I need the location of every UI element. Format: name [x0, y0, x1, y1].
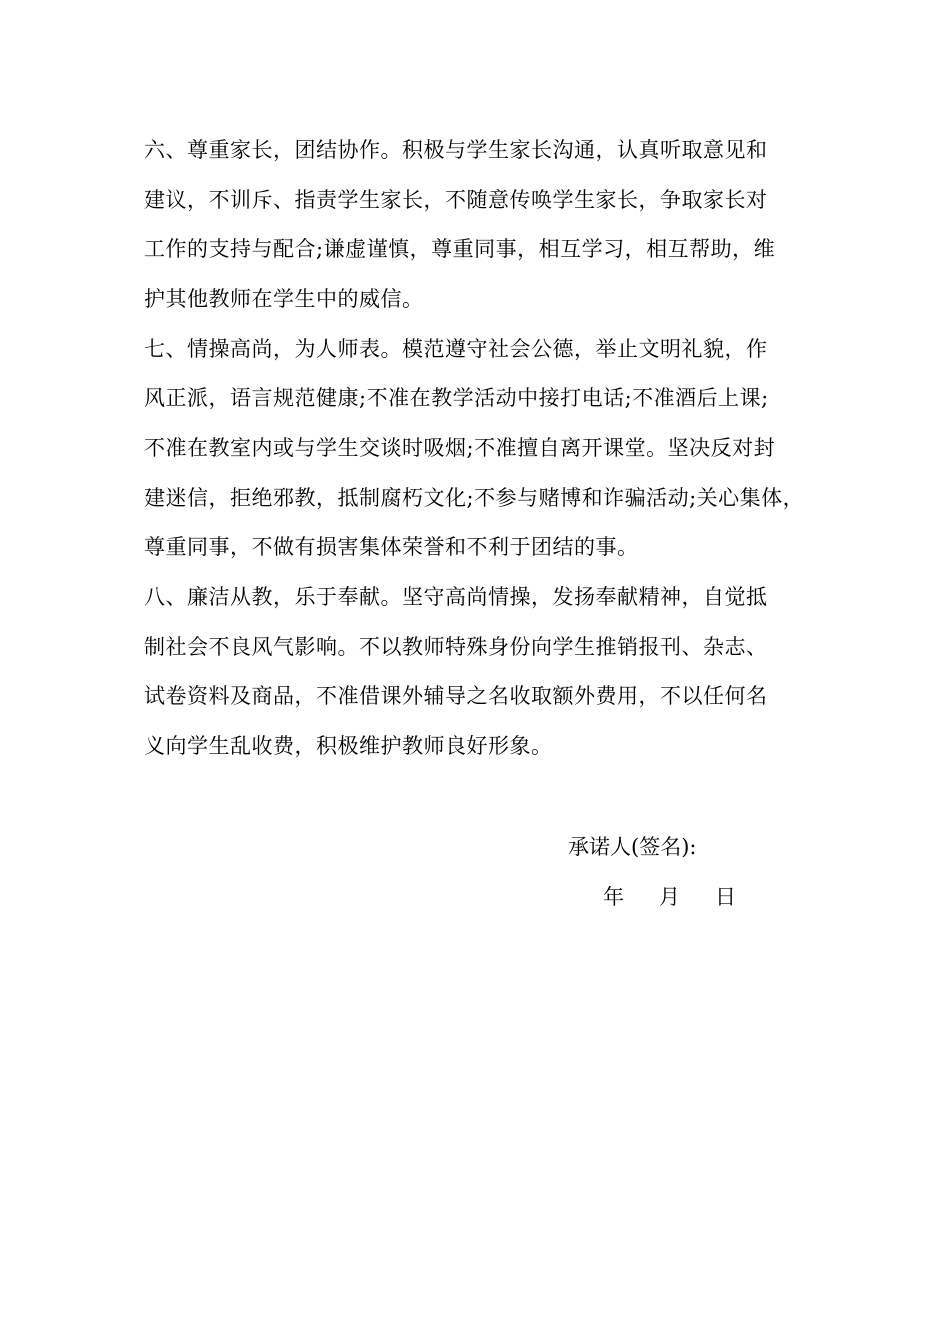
section-8-line-3: 试卷资料及商品，不准借课外辅导之名收取额外费用，不以任何名	[144, 684, 768, 708]
section-7-line-3: 不准在教室内或与学生交谈时吸烟;不准擅自离开课堂。坚决反对封	[144, 436, 776, 460]
section-6-line-4: 护其他教师在学生中的威信。	[144, 287, 424, 311]
section-7-line-2: 风正派，语言规范健康;不准在教学活动中接打电话;不准酒后上课;	[144, 386, 769, 410]
section-6-line-1: 六、尊重家长，团结协作。积极与学生家长沟通，认真听取意见和	[144, 138, 768, 162]
signature-date	[603, 877, 736, 917]
section-8-line-1: 八、廉洁从教，乐于奉献。坚守高尚情操，发扬奉献精神，自觉抵	[144, 585, 768, 609]
section-6-line-2: 建议，不训斥、指责学生家长，不随意传唤学生家长，争取家长对	[144, 188, 768, 212]
section-6-line-3: 工作的支持与配合;谦虚谨慎，尊重同事，相互学习，相互帮助，维	[144, 237, 776, 261]
date-day-label: 日	[715, 885, 736, 909]
section-8-line-2: 制社会不良风气影响。不以教师特殊身份向学生推销报刊、杂志、	[144, 635, 768, 659]
section-7-line-5: 尊重同事，不做有损害集体荣誉和不利于团结的事。	[144, 535, 639, 559]
section-7-line-4: 建迷信，拒绝邪教，抵制腐朽文化;不参与赌博和诈骗活动;关心集体，	[144, 486, 805, 510]
section-8-line-4: 义向学生乱收费，积极维护教师良好形象。	[144, 734, 553, 758]
date-year-label: 年	[603, 885, 624, 909]
signature-label: 承诺人(签名):	[568, 835, 697, 859]
section-7-line-1: 七、情操高尚，为人师表。模范遵守社会公德，举止文明礼貌，作	[144, 337, 768, 361]
date-month-label: 月	[659, 885, 680, 909]
